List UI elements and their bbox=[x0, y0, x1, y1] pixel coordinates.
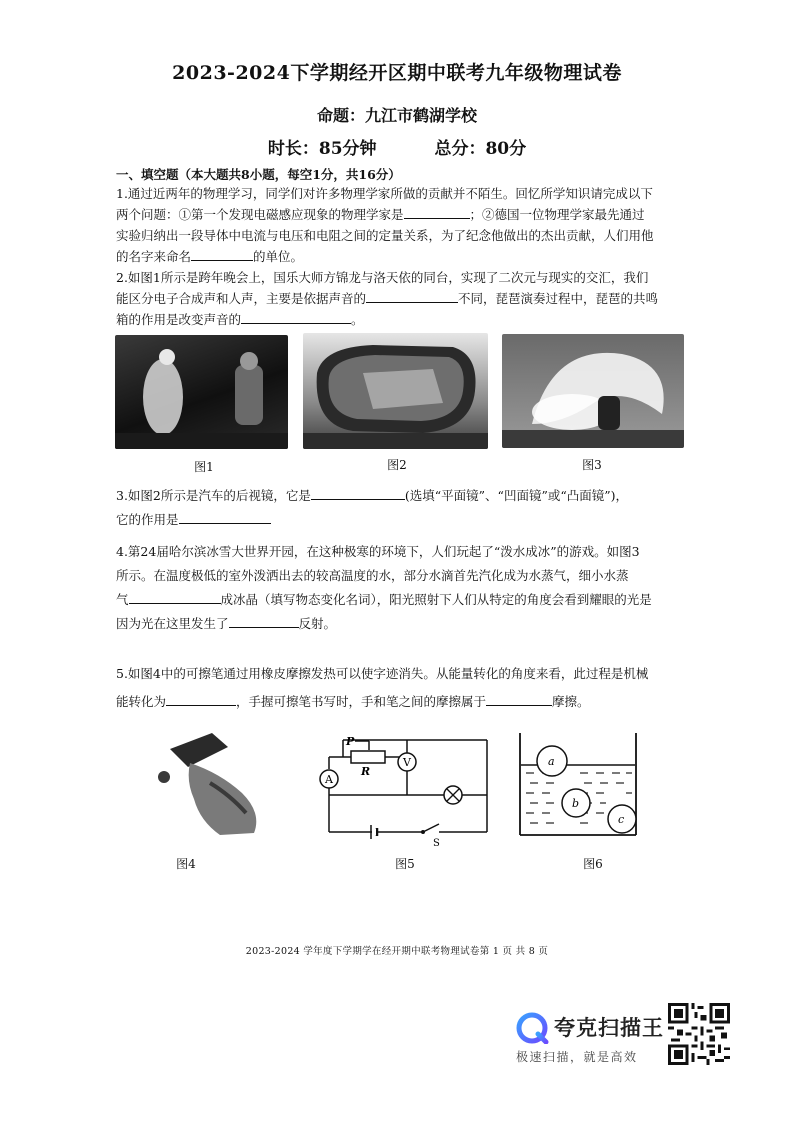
exam-author: 命题：九江市鹤湖学校 bbox=[316, 106, 477, 125]
figure-2-photo bbox=[303, 333, 488, 449]
figure-1-photo bbox=[115, 335, 288, 449]
question-3: 3.如图2所示是汽车的后视镜，它是 (选填“平面镜”、“凹面镜”或“凸面镜”)， 它的作用是 bbox=[116, 488, 628, 527]
figure-4-image bbox=[150, 733, 268, 836]
figure-5-circuit-diagram bbox=[315, 735, 495, 847]
voltmeter-label: V bbox=[403, 756, 411, 769]
ball-c-label: c bbox=[618, 813, 625, 826]
question-2: 2.如图1所示是跨年晚会上，国乐大师方锦龙与洛天依的同台，实现了二次元与现实的交汇，我们 能区分电子合成声和人声，主要是依据声音的 不同，琵琶演奏过程中，琵琶的共鸣 箱的作用是改变声音的 。 bbox=[116, 270, 659, 327]
figure-1-caption: 图1 bbox=[194, 460, 214, 474]
figure-6-caption: 图6 bbox=[583, 857, 603, 871]
figure-3-image bbox=[502, 334, 684, 448]
answer-blank[interactable] bbox=[229, 614, 299, 628]
figure-1-image bbox=[115, 335, 288, 449]
page-title: 2023-2024下学期经开区期中联考九年级物理试卷 bbox=[172, 62, 622, 84]
figure-3-photo bbox=[502, 334, 684, 448]
ball-b-label: b bbox=[572, 797, 580, 810]
scanner-watermark bbox=[514, 1012, 664, 1070]
exam-meta bbox=[0, 134, 794, 159]
answer-blank[interactable] bbox=[191, 247, 253, 261]
scanner-logo-icon bbox=[516, 1012, 550, 1044]
answer-blank[interactable] bbox=[311, 486, 405, 500]
slider-label: P bbox=[346, 735, 355, 748]
exam-duration: 时长：85分钟 bbox=[267, 139, 377, 159]
figure-2-caption: 图2 bbox=[387, 458, 407, 472]
rheostat-label: R bbox=[361, 765, 371, 778]
ball-a-label: a bbox=[548, 755, 555, 768]
answer-blank[interactable] bbox=[366, 289, 458, 303]
page-footer: 2023-2024 学年度下学期学在经开期中联考物理试卷第 1 页 共 8 页 bbox=[245, 946, 549, 957]
ammeter-label: A bbox=[325, 773, 333, 786]
answer-blank[interactable] bbox=[179, 510, 271, 524]
scanner-tagline: 极速扫描，就是高效 bbox=[516, 1050, 638, 1064]
answer-blank[interactable] bbox=[486, 692, 552, 706]
qr-code-icon bbox=[668, 1003, 730, 1065]
switch-label: S bbox=[433, 838, 440, 847]
answer-blank[interactable] bbox=[404, 205, 470, 219]
figure-4-photo bbox=[150, 733, 268, 836]
figure-4-caption: 图4 bbox=[176, 857, 196, 871]
figure-2-image bbox=[303, 333, 488, 449]
answer-blank[interactable] bbox=[241, 310, 351, 324]
answer-blank[interactable] bbox=[129, 590, 221, 604]
figure-3-caption: 图3 bbox=[582, 458, 602, 472]
answer-blank[interactable] bbox=[166, 692, 236, 706]
question-4: 4.第24届哈尔滨冰雪大世界开园，在这种极寒的环境下，人们玩起了“泼水成冰”的游戏。如图3 所示。在温度极低的室外泼洒出去的较高温度的水，部分水滴首先汽化成为水蒸气，细小水蒸 气 成冰晶（填写物态变化名词），阳光照射下人们从特定的角度会看到耀眼的光是 因为光在这里发生了 反射。 bbox=[116, 544, 652, 631]
question-5: 5.如图4中的可擦笔通过用橡皮摩擦发热可以使字迹消失。从能量转化的角度来看，此过程是机械 能转化为 ，手握可擦笔书写时，手和笔之间的摩擦属于 摩擦。 bbox=[116, 666, 649, 709]
figure-5-caption: 图5 bbox=[395, 857, 415, 871]
section-heading: 一、填空题（本大题共8小题，每空1分，共16分） bbox=[116, 167, 401, 182]
exam-score: 总分：80分 bbox=[434, 139, 527, 159]
figure-6-container-diagram bbox=[514, 733, 640, 839]
question-1: 1.通过近两年的物理学习，同学们对许多物理学家所做的贡献并不陌生。回忆所学知识请完成以下 两个问题：①第一个发现电磁感应现象的物理学家是 ；②德国一位物理学家最先通过 实验归纳出一段导体中电流与电压和电阻之间的定量关系，为了纪念他做出的杰出贡献，人们用他 的名字来命名 的单位。 bbox=[116, 186, 654, 264]
scanner-brand-name: 夸克扫描王 bbox=[554, 1016, 664, 1040]
